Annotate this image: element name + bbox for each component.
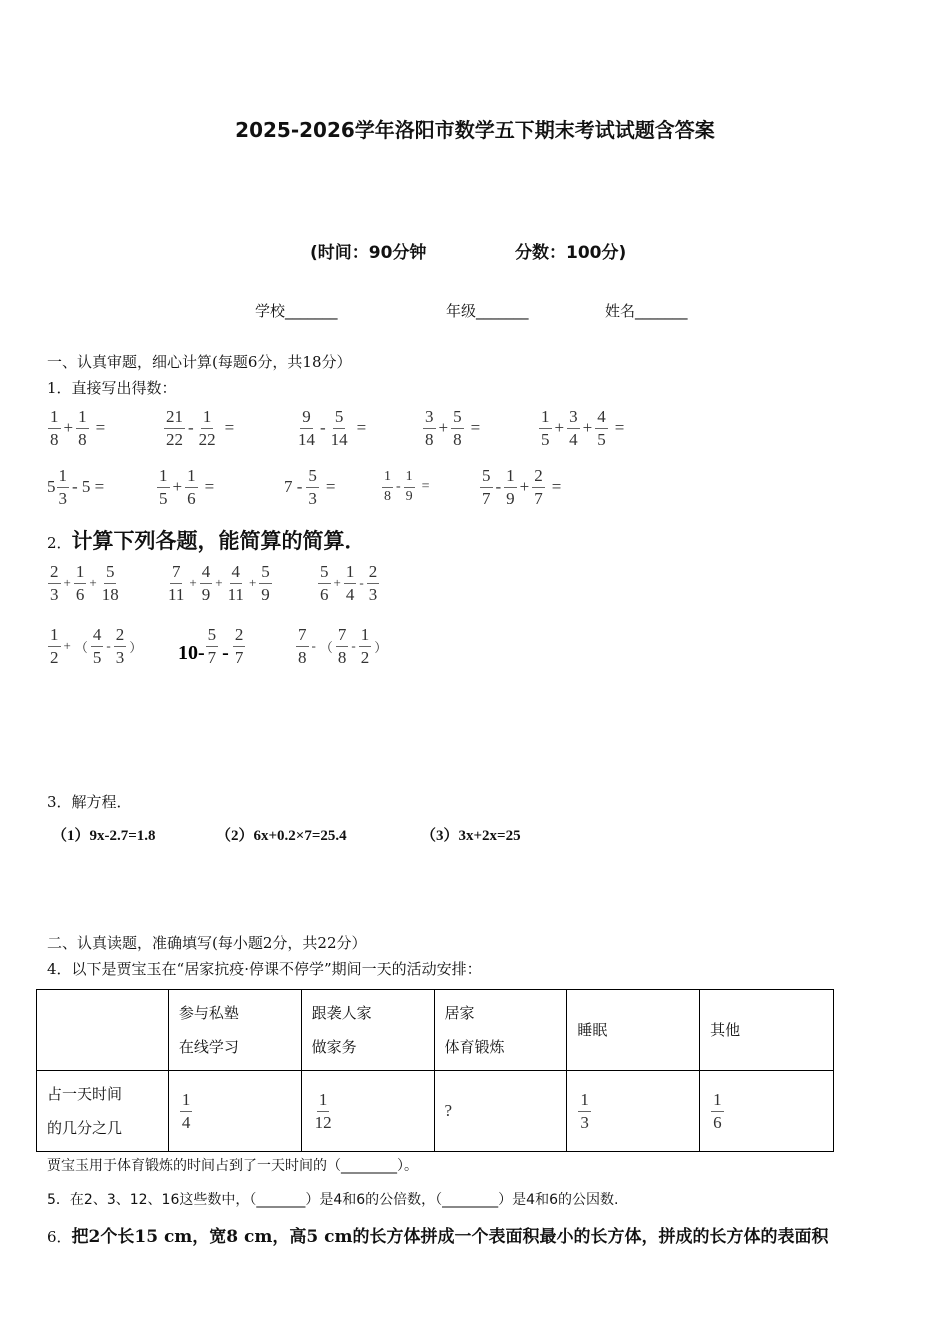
- value-other: $\frac{1}{6}$: [700, 1071, 834, 1152]
- name-field: 姓名_______: [605, 302, 688, 320]
- page-title: 2025-2026学年洛阳市数学五下期末考试试题含答案: [235, 118, 715, 142]
- calc-2-3: $\frac{5}{6}$ + $\frac{1}{4}$ - $\frac{2}{3}$: [320, 562, 378, 604]
- section-1-heading: 一、认真审题，细心计算(每题6分，共18分）: [47, 353, 352, 371]
- header-housework: 跟袭人家 做家务: [301, 990, 434, 1071]
- equation-3: （3）3x+2x=25: [421, 828, 521, 844]
- equation-1: （1）9x-2.7=1.8: [52, 828, 156, 844]
- calc-2-6: $\frac{7}{8}$ - （ $\frac{7}{8}$ - $\frac{1}{2}$ ）: [298, 625, 388, 667]
- value-sleep: $\frac{1}{3}$: [567, 1071, 700, 1152]
- question-2: 2． 计算下列各题，能简算的简算．: [47, 529, 366, 553]
- calc-2-5: 10- $\frac{5}{7}$ - $\frac{2}{7}$: [178, 625, 244, 667]
- question-4-answer-line: 贾宝玉用于体育锻炼的时间占到了一天时间的（________）。: [47, 1158, 418, 1174]
- header-exercise: 居家 体育锻炼: [434, 990, 567, 1071]
- calc-2-4: $\frac{1}{2}$ + （ $\frac{4}{5}$ - $\frac{2}{3}$ ）: [50, 625, 143, 667]
- calc-1-4: $\frac{3}{8}$ + $\frac{5}{8}$ =: [425, 407, 481, 449]
- calc-1-9: $\frac{1}{8}$ - $\frac{1}{9}$ =: [384, 469, 430, 504]
- calc-1-5: $\frac{1}{5}$ + $\frac{3}{4}$ + $\frac{4}{5}$ =: [541, 407, 625, 449]
- question-1: 1．直接写出得数：: [47, 379, 177, 397]
- calc-1-8: 7 - $\frac{5}{3}$ =: [284, 466, 336, 508]
- calc-1-2: $\frac{21}{22}$ - $\frac{1}{22}$ =: [166, 407, 235, 449]
- grade-field: 年级_______: [446, 302, 529, 320]
- header-other: 其他: [700, 990, 834, 1071]
- school-field: 学校_______: [255, 302, 338, 320]
- equation-2: （2）6x+0.2×7=25.4: [216, 828, 347, 844]
- calc-2-2: $\frac{7}{11}$ + $\frac{4}{9}$ + $\frac{4}{11}$ + $\frac{5}{9}$: [168, 562, 270, 604]
- calc-1-10: $\frac{5}{7}$ - $\frac{1}{9}$ + $\frac{2}{7}$ =: [482, 466, 562, 508]
- calc-1-7: $\frac{1}{5}$ + $\frac{1}{6}$ =: [159, 466, 215, 508]
- header-sleep: 睡眠: [567, 990, 700, 1071]
- exam-score: 分数：100分): [515, 243, 627, 263]
- question-4: 4．以下是贾宝玉在“居家抗疫·停课不停学”期间一天的活动安排：: [47, 960, 482, 978]
- question-3: 3．解方程．: [47, 793, 132, 811]
- table-cell: [37, 990, 169, 1071]
- value-housework: $\frac{1}{12}$: [301, 1071, 434, 1152]
- value-online-study: $\frac{1}{4}$: [168, 1071, 301, 1152]
- calc-1-6: 5 $\frac{1}{3}$ - 5 =: [47, 466, 105, 508]
- calc-2-1: $\frac{2}{3}$ + $\frac{1}{6}$ + $\frac{5}{18}$: [50, 562, 119, 604]
- question-5: 5．在2、3、12、16这些数中，（_______）是4和6的公倍数，（________）是4和6的公因数.: [47, 1192, 619, 1208]
- calc-1-3: $\frac{9}{14}$ - $\frac{5}{14}$ =: [298, 407, 367, 449]
- row-label: 占一天时间 的几分之几: [37, 1071, 169, 1152]
- table-header-row: [37, 990, 834, 1071]
- activity-table: [36, 989, 834, 1152]
- question-6: 6．把2个长15 cm，宽8 cm，高5 cm的长方体拼成一个表面积最小的长方体，拼成的长方体的表面积: [47, 1227, 829, 1247]
- calc-1-1: $\frac{1}{8}$ + $\frac{1}{8}$ =: [50, 407, 106, 449]
- value-exercise: ?: [434, 1071, 567, 1152]
- header-online-study: 参与私塾 在线学习: [168, 990, 301, 1071]
- exam-time: (时间：90分钟: [310, 243, 427, 263]
- table-row: [37, 1071, 834, 1152]
- section-2-heading: 二、认真读题，准确填写(每小题2分，共22分）: [47, 934, 367, 952]
